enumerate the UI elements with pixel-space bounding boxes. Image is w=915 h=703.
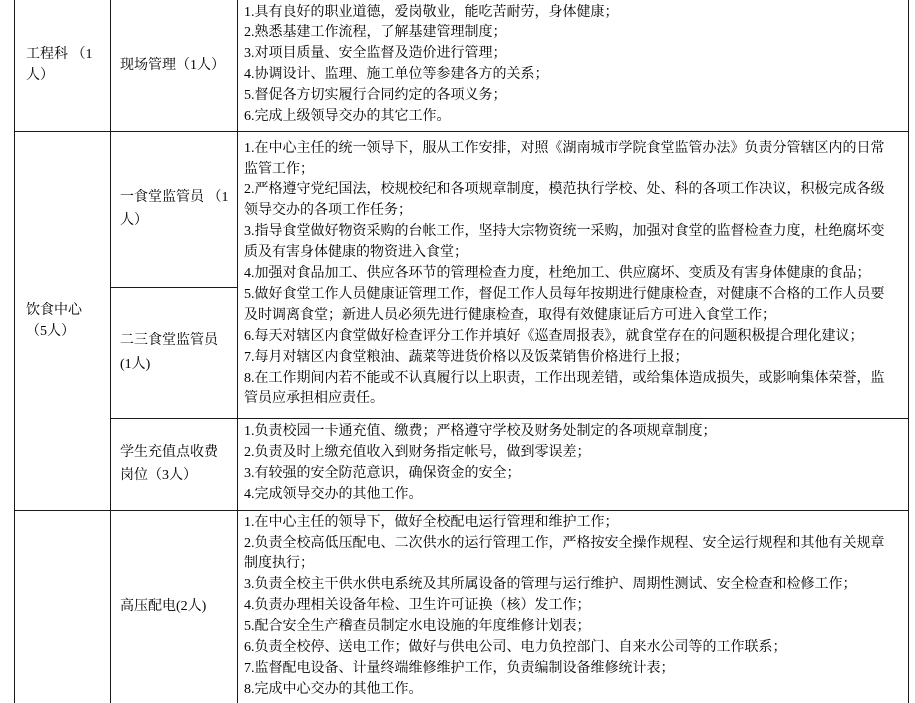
duty-item: 8.在工作期间内若不能或不认真履行以上职责，工作出现差错，或给集体造成损失，或影响集体荣誉，监管员应承担相应责任。 — [244, 370, 885, 407]
duty-item: 8.完成中心交办的其他工作。 — [244, 681, 423, 697]
position-cell-student-recharge: 学生充值点收费岗位（3人） — [111, 418, 238, 510]
duty-item: 2.严格遵守党纪国法，校规校纪和各项规章制度，模范执行学校、处、科的各项工作决议，积极完成各级领导交办的各项工作任务； — [244, 182, 885, 219]
duty-item: 3.指导食堂做好物资采购的台帐工作，坚持大宗物资统一采购，加强对食堂的监督检查力度，杜绝腐坏变质及有害身体健康的物资进入食堂； — [244, 224, 885, 261]
duty-item: 1.在中心主任的统一领导下，服从工作安排，对照《湖南城市学院食堂监管办法》负责分管辖区内的日常监管工作； — [244, 140, 885, 177]
duty-item: 3.负责全校主干供水供电系统及其所属设备的管理与运行维护、周期性测试、安全检查和检修工作； — [244, 577, 857, 593]
table-row-engineering — [15, 0, 909, 131]
duty-item: 6.每天对辖区内食堂做好检查评分工作并填好《巡查周报表》，就食堂存在的问题积极提合理化建议； — [244, 328, 864, 344]
duty-item: 2.负责全校高低压配电、二次供水的运行管理工作，严格按安全操作规程、安全运行规程和其他有关规章制度执行； — [244, 535, 885, 572]
duties-cell-student-recharge — [238, 418, 909, 510]
department-cell-engineering: 工程科 （1人） — [15, 0, 111, 131]
duty-item: 5.督促各方切实履行合同约定的各项义务； — [244, 88, 507, 104]
duty-item: 3.对项目质量、安全监督及造价进行管理； — [244, 46, 507, 62]
table-row-high-voltage — [15, 510, 909, 703]
duties-cell-canteen-supervisors — [238, 131, 909, 418]
duty-item: 4.加强对食品加工、供应各环节的管理检查力度，杜绝加工、供应腐坏、变质及有害身体健康的食品； — [244, 266, 871, 282]
department-cell-empty — [15, 510, 111, 703]
duty-item: 2.熟悉基建工作流程，了解基建管理制度； — [244, 25, 507, 41]
duty-item: 3.有较强的安全防范意识，确保资金的安全； — [244, 466, 521, 481]
position-cell-canteen-two-three-supervisor: 二三食堂监管员(1人) — [111, 287, 238, 418]
duty-item: 5.配合安全生产稽查员制定水电设施的年度维修计划表； — [244, 619, 591, 635]
department-cell-food-center: 饮食中心 （5人） — [15, 131, 111, 510]
duty-item: 4.完成领导交办的其他工作。 — [244, 486, 423, 502]
table-row-recharge-post — [15, 418, 909, 510]
table-row-canteen-one — [15, 131, 909, 287]
duty-item: 4.协调设计、监理、施工单位等参建各方的关系； — [244, 67, 549, 83]
duty-item: 4.负责办理相关设备年检、卫生许可证换（核）发工作； — [244, 598, 591, 614]
duty-item: 7.监督配电设备、计量终端维修维护工作，负责编制设备维修统计表； — [244, 661, 675, 677]
duties-cell-high-voltage — [238, 510, 909, 703]
duty-item: 7.每月对辖区内食堂粮油、蔬菜等进货价格以及饭菜销售价格进行上报； — [244, 349, 689, 365]
duties-cell-site-management — [238, 0, 909, 131]
job-duties-table — [14, 0, 909, 703]
position-cell-canteen-one-supervisor: 一食堂监管员 （1人） — [111, 131, 238, 287]
position-cell-high-voltage: 高压配电(2人) — [111, 510, 238, 703]
duty-item: 1.在中心主任的领导下，做好全校配电运行管理和维护工作； — [244, 514, 619, 530]
position-cell-site-management: 现场管理（1人） — [111, 0, 238, 131]
duty-item: 6.完成上级领导交办的其它工作。 — [244, 109, 451, 125]
duty-item: 2.负责及时上缴充值收入到财务指定帐号，做到零误差； — [244, 445, 591, 461]
duty-item: 1.负责校园一卡通充值、缴费；严格遵守学校及财务处制定的各项规章制度； — [244, 424, 717, 440]
duty-item: 5.做好食堂工作人员健康证管理工作，督促工作人员每年按期进行健康检查，对健康不合格的工作人员要及时调离食堂；新进人员必须先进行健康检查，取得有效健康证后方可进入食堂工作； — [244, 286, 885, 323]
duty-item: 6.负责全校停、送电工作；做好与供电公司、电力负控部门、自来水公司等的工作联系； — [244, 640, 787, 656]
duty-item: 1.具有良好的职业道德，爱岗敬业，能吃苦耐劳，身体健康； — [244, 4, 619, 20]
